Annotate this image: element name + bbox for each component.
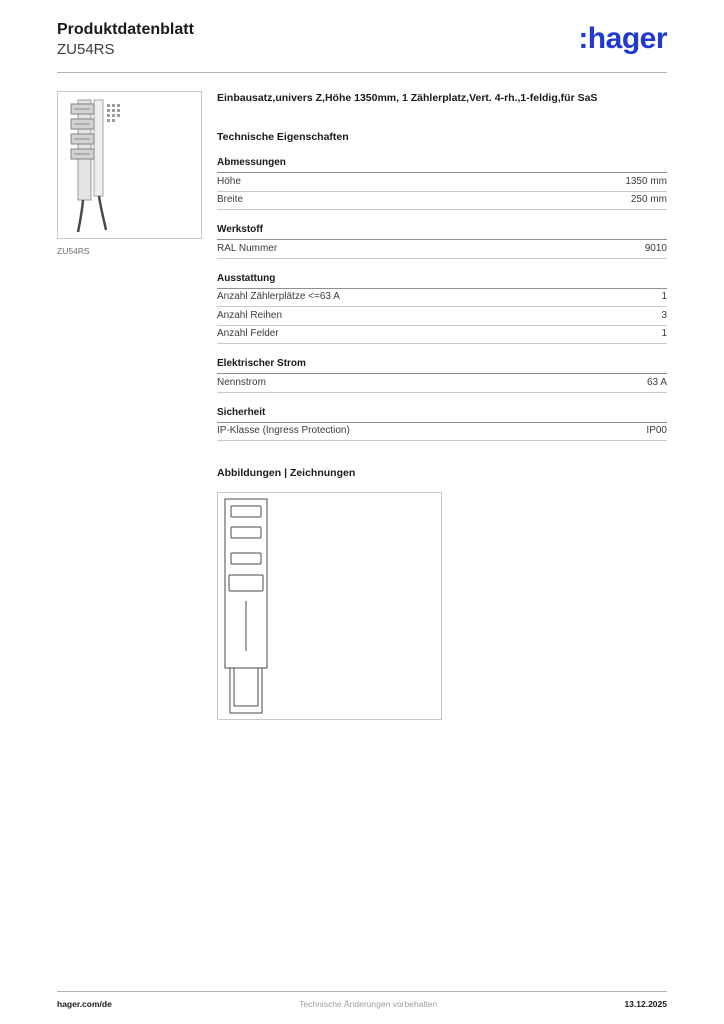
footer-website-link[interactable]: hager.com/de [57,999,112,1009]
section-werkstoff [217,224,667,259]
table-row [217,423,667,442]
row-value: 1 [661,291,667,303]
footer [57,991,667,1009]
section-ausstattung [217,273,667,345]
product-image-caption: ZU54RS [57,246,90,257]
product-image-frame [57,91,202,239]
row-value: 1350 mm [625,175,667,187]
row-label: Anzahl Reihen [217,309,283,321]
section-title: Ausstattung [217,273,667,289]
row-label: RAL Nummer [217,242,278,254]
table-row [217,173,667,192]
drawings-heading: Abbildungen | Zeichnungen [217,467,356,480]
table-row [217,374,667,393]
technical-drawing [218,493,441,719]
technical-drawing-frame [217,492,442,720]
row-label: Höhe [217,175,241,187]
table-row [217,307,667,326]
section-sicherheit [217,407,667,442]
section-elektrischer-strom [217,358,667,393]
table-row [217,289,667,308]
product-image-column [57,91,202,720]
section-title: Abmessungen [217,157,667,173]
header-titles [57,20,194,59]
section-title: Werkstoff [217,224,667,240]
row-label: Nennstrom [217,376,266,388]
footer-date: 13.12.2025 [624,999,667,1009]
content [0,73,724,720]
technical-heading: Technische Eigenschaften [217,131,349,144]
row-label: Anzahl Zählerplätze <=63 A [217,291,340,303]
product-code: ZU54RS [57,41,115,59]
row-value: 3 [661,309,667,321]
row-value: 63 A [646,376,667,388]
hager-logo: :hager [578,22,667,55]
section-title: Sicherheit [217,407,667,423]
row-value: 9010 [644,242,667,254]
table-row [217,192,667,211]
row-value: 250 mm [630,194,667,206]
row-label: IP-Klasse (Ingress Protection) [217,425,350,437]
row-label: Breite [217,194,244,206]
row-value: 1 [661,328,667,340]
section-title: Elektrischer Strom [217,358,667,374]
row-label: Anzahl Felder [217,328,279,340]
product-description: Einbausatz,univers Z,Höhe 1350mm, 1 Zählerplatz,Vert. 4-rh.,1-feldig,für SaS [217,92,598,105]
footer-disclaimer: Technische Änderungen vorbehalten [299,999,438,1009]
details-column [217,91,667,720]
product-photo [58,92,203,238]
table-row [217,326,667,345]
page-title: Produktdatenblatt [57,21,194,38]
row-value: IP00 [646,425,667,437]
table-row [217,240,667,259]
section-abmessungen [217,157,667,210]
header [0,0,724,59]
